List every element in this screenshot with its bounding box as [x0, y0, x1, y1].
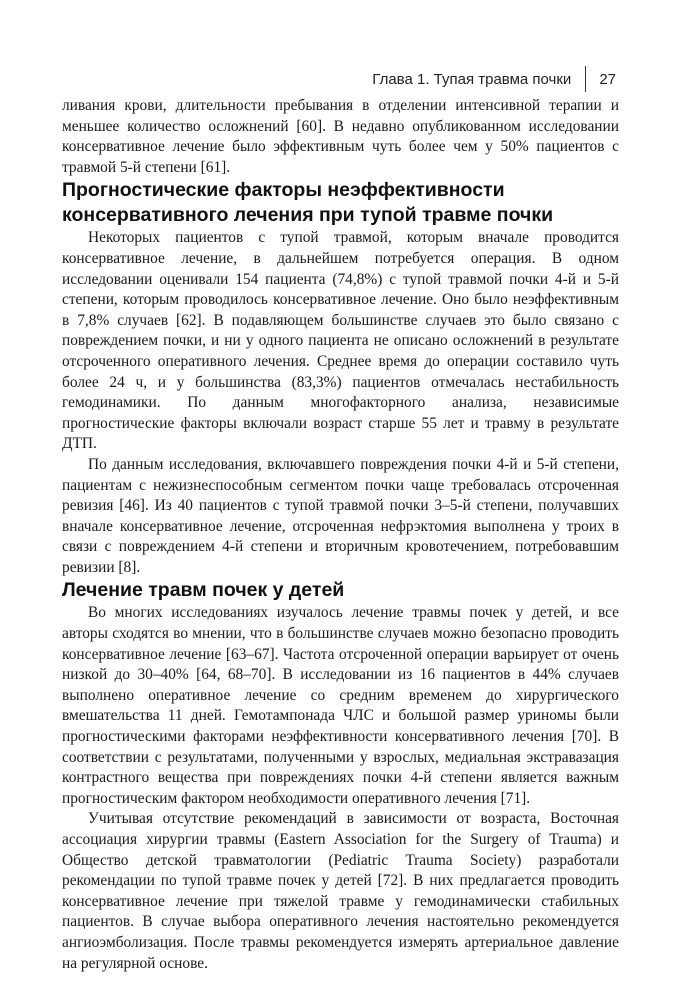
section-heading-pediatric-treatment: Лечение травм почек у детей: [62, 579, 345, 602]
paragraph: Некоторых пациентов с тупой травмой, которым вначале проводится консервативное лечение, в дальнейшем потребуется операция. В одном исследовании оценивали 154 пациента (74,8%) с тупой травмой почки 4-й и 5-й степени, которым проводилось консервативное лечение. Оно было неэффективным в 7,8% случаев [62]. В подавляющем большинстве случаев это было связано с повреждением почки, и ни у одного пациента не описано осложнений в результате отсроченного оперативного лечения. Среднее время до операции составило чуть более 24 ч, и у большинства (83,3%) пациентов отмечалась нестабильность гемодинамики. По данным многофакторного анализа, независимые прогностические факторы включали возраст старше 55 лет и травму в результате ДТП.: [62, 229, 619, 453]
page-body: [62, 96, 619, 974]
paragraph: По данным исследования, включавшего повреждения почки 4-й и 5-й степени, пациентам с нежизнеспособным сегментом почки чаще требовалась отсроченная ревизия [46]. Из 40 пациентов с тупой травмой почки 3–5-й степени, получавших вначале консервативное лечение, отсроченная нефрэктомия выполнена у троих в связи с повреждением 4-й степени и вторичным кровотечением, потребовавшим ревизии [8].: [62, 455, 619, 576]
paragraph: Во многих исследованиях изучалось лечение травмы почек у детей, и все авторы сходятся во мнении, что в большинстве случаев можно безопасно проводить консервативное лечение [63–67]. Частота отсроченной операции варьирует от очень низкой до 30–40% [64, 68–70]. В исследовании из 16 пациентов в 44% случаев выполнено оперативное лечение со средним временем до хирургического вмешательства 11 дней. Гемотампонада ЧЛС и большой размер уриномы были прогностическими факторами неэффективности консервативного лечения [70]. В соответствии с результатами, полученными у взрослых, медиальная экстравазация контрастного вещества при повреждениях почки 4-й степени является важным прогностическим фактором необходимости оперативного лечения [71].: [62, 604, 619, 807]
chapter-title: Глава 1. Тупая травма почки: [372, 70, 572, 88]
header-divider: [585, 66, 586, 92]
page-number: 27: [599, 70, 616, 88]
paragraph: Учитывая отсутствие рекомендаций в зависимости от возраста, Восточная ассоциация хирургии травмы (Eastern Association for the Surgery of Trauma) и Общество детской травматологии (Pediatric Trauma Society) разработали рекомендации по тупой травме почек у детей [72]. В них предлагается проводить консервативное лечение при тяжелой травме у гемодинамически стабильных пациентов. В случае выбора оперативного лечения настоятельно рекомендуется ангиоэмболизация. После травмы рекомендуется измерять артериальное давление на регулярной основе.: [62, 810, 619, 972]
running-header: [372, 66, 616, 92]
paragraph-continued: ливания крови, длительности пребывания в отделении интенсивной терапии и меньшее количество осложнений [60]. В недавно опубликованном исследовании консервативное лечение было эффективным чуть более чем у 50% пациентов с травмой 5-й степени [61].: [62, 97, 619, 176]
section-heading-prognostic-factors: Прогностические факторы неэффективности консервативного лечения при тупой травме почки: [62, 179, 554, 227]
